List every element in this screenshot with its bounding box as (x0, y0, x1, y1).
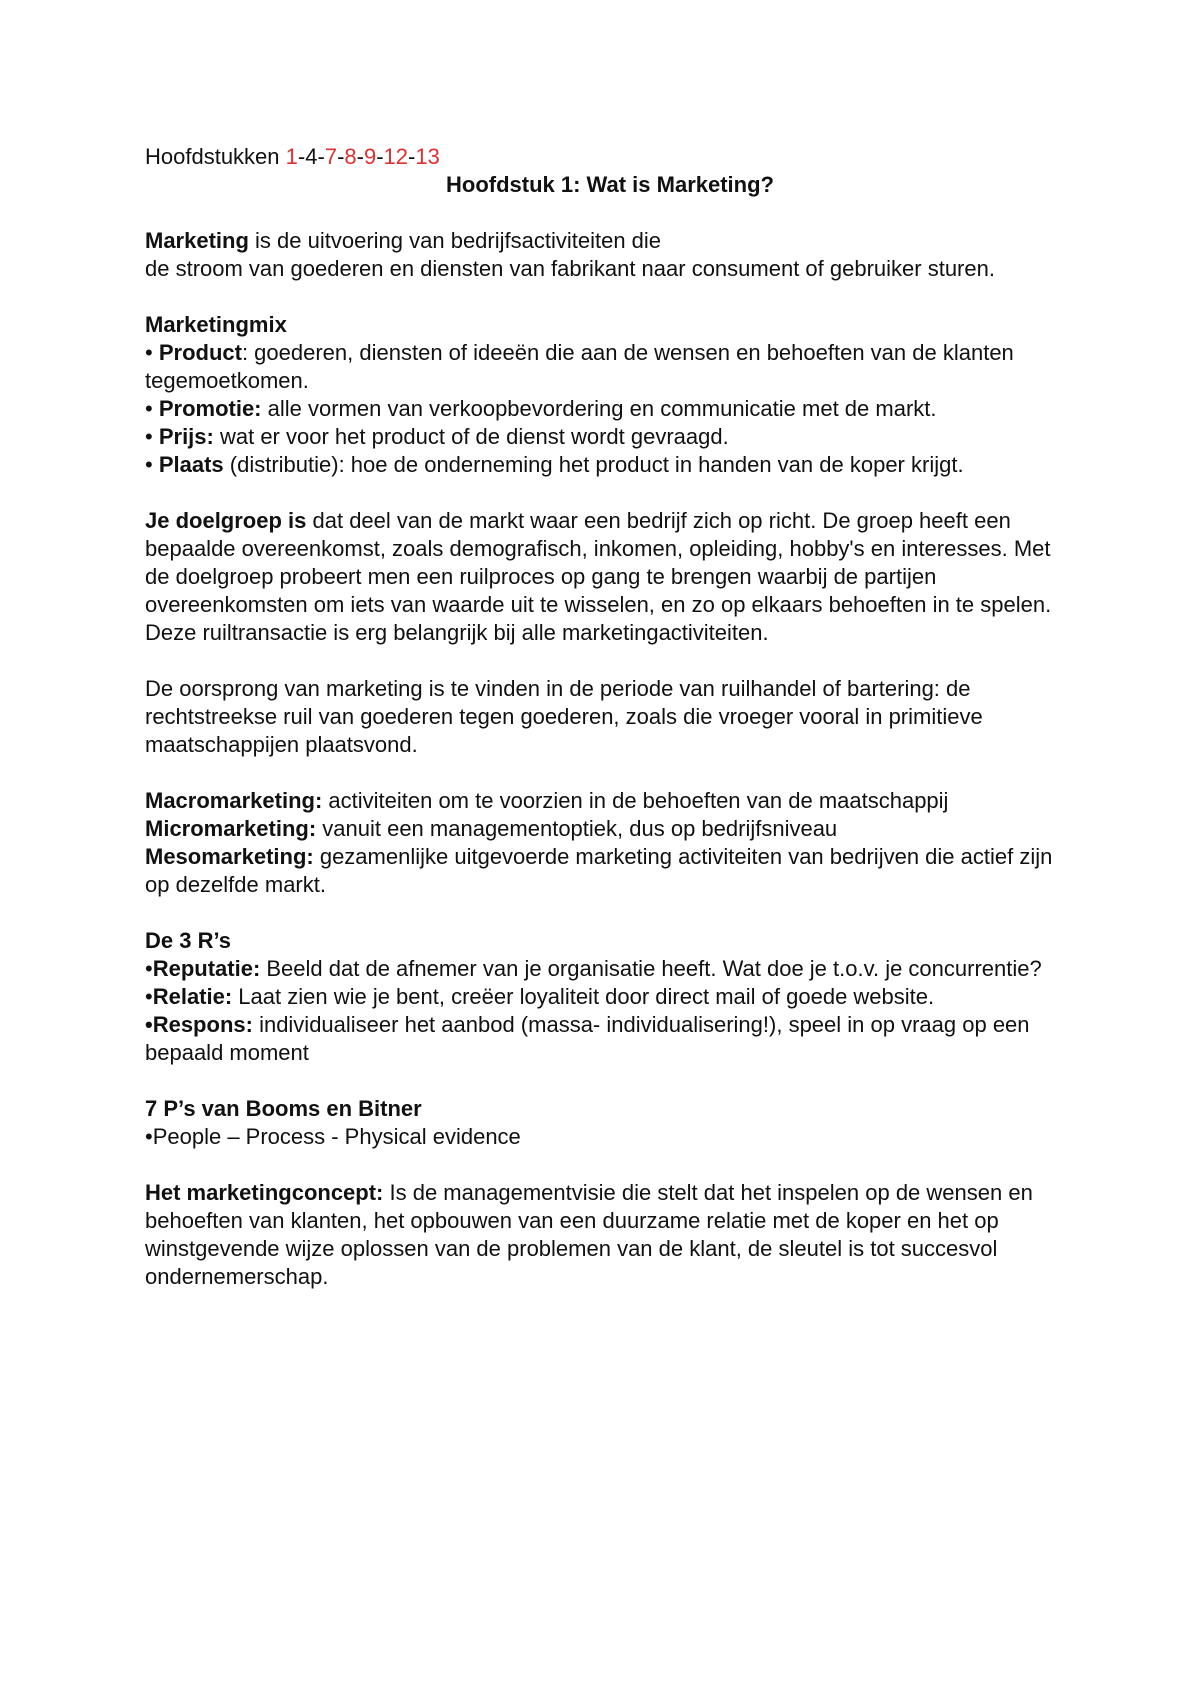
chapters-label: Hoofdstukken (145, 144, 280, 169)
chapter-number: 12 (383, 144, 409, 169)
bullet: • (145, 452, 159, 477)
doelgroep-paragraph (145, 507, 1065, 647)
seven-ps-heading (145, 1095, 1065, 1123)
term: Respons: (152, 1012, 253, 1037)
bullet: • (145, 1012, 153, 1037)
level-text: gezamenlijke uitgevoerde marketing activiteiten van bedrijven die actief zijn op dezelfde markt. (145, 844, 1053, 897)
chapter-number: 9 (363, 144, 377, 169)
chapter-title: Hoofdstuk 1: Wat is Marketing? (446, 172, 774, 197)
chapter-number: 7 (324, 144, 338, 169)
list-item (145, 955, 1065, 983)
term: Product (158, 340, 242, 365)
term: Relatie: (152, 984, 233, 1009)
level-item (145, 843, 1065, 899)
list-item (145, 339, 1065, 395)
term: Plaats (158, 452, 224, 477)
bullet: • (145, 984, 153, 1009)
item-text: individualiseer het aanbod (massa- individualisering!), speel in op vraag op een bepaald moment (145, 1012, 1030, 1065)
oorsprong-paragraph: De oorsprong van marketing is te vinden in de periode van ruilhandel of bartering: de rechtstreekse ruil van goederen tegen goederen, zoals die vroeger vooral in primitieve maatschappijen plaatsvond. (145, 676, 983, 757)
chapter-number: 4 (305, 144, 318, 169)
item-text: Beeld dat de afnemer van je organisatie heeft. Wat doe je t.o.v. je concurrentie? (260, 956, 1042, 981)
item-text: Laat zien wie je bent, creëer loyaliteit door direct mail of goede website. (232, 984, 935, 1009)
chapter-number: 8 (344, 144, 357, 169)
term: Macromarketing: (145, 788, 323, 813)
heading-text: De 3 R’s (145, 928, 232, 953)
bullet: • (145, 396, 159, 421)
term: Mesomarketing: (145, 844, 314, 869)
term: Promotie: (158, 396, 262, 421)
level-item (145, 787, 1065, 815)
chapter-number: 1 (285, 144, 298, 169)
definition-text: de stroom van goederen en diensten van fabrikant naar consument of gebruiker sturen. (145, 256, 995, 281)
list-item (145, 983, 1065, 1011)
item-text: alle vormen van verkoopbevordering en communicatie met de markt. (261, 396, 937, 421)
concept-paragraph (145, 1179, 1065, 1291)
term: Micromarketing: (145, 816, 317, 841)
term: Reputatie: (152, 956, 261, 981)
term: Marketing (145, 228, 249, 253)
document-content (145, 143, 1065, 1291)
bullet: • (145, 424, 159, 449)
chapters-line: Hoofdstukken 1-4-7-8-9-12-13 (145, 144, 440, 169)
term: Het marketingconcept: (145, 1180, 384, 1205)
bullet: • (145, 340, 159, 365)
paragraph-text: dat deel van de markt waar een bedrijf zich op richt. De groep heeft een bepaalde overeenkomst, zoals demografisch, inkomen, opleiding, hobby's en interesses. Met de doelgroep probeert men een ruilproces op gang te brengen waarbij de partijen overeenkomsten om iets van waarde uit te wisselen, en zo op elkaars behoeften in te spelen. Deze ruiltransactie is erg belangrijk bij alle marketingactiviteiten. (145, 508, 1052, 645)
definition-text: is de uitvoering van bedrijfsactiviteiten die (248, 228, 662, 253)
list-item (145, 395, 1065, 423)
item-text: : goederen, diensten of ideeën die aan de wensen en behoeften van de klanten tegemoetkomen. (145, 340, 1014, 393)
seven-ps-text: •People – Process - Physical evidence (145, 1124, 521, 1149)
list-item (145, 451, 1065, 479)
bullet: • (145, 956, 153, 981)
level-text: activiteiten om te voorzien in de behoeften van de maatschappij (322, 788, 949, 813)
term: Prijs: (158, 424, 214, 449)
heading-text: Marketingmix (145, 312, 287, 337)
item-text: wat er voor het product of de dienst wordt gevraagd. (213, 424, 729, 449)
level-text: vanuit een managementoptiek, dus op bedrijfsniveau (316, 816, 838, 841)
item-text: (distributie): hoe de onderneming het product in handen van de koper krijgt. (223, 452, 964, 477)
heading-text: 7 P’s van Booms en Bitner (145, 1096, 422, 1121)
marketing-definition (145, 227, 1065, 283)
chapter-number: 13 (415, 144, 440, 169)
term: Je doelgroep is (145, 508, 307, 533)
paragraph-text: Is de managementvisie die stelt dat het inspelen op de wensen en behoeften van klanten, het opbouwen van een duurzame relatie met de koper en het op winstgevende wijze oplossen van de problemen van de klant, de sleutel is tot succesvol ondernemerschap. (145, 1180, 1033, 1289)
three-rs-heading (145, 927, 1065, 955)
marketingmix-heading (145, 311, 1065, 339)
level-item (145, 815, 1065, 843)
list-item (145, 1011, 1065, 1067)
list-item (145, 423, 1065, 451)
